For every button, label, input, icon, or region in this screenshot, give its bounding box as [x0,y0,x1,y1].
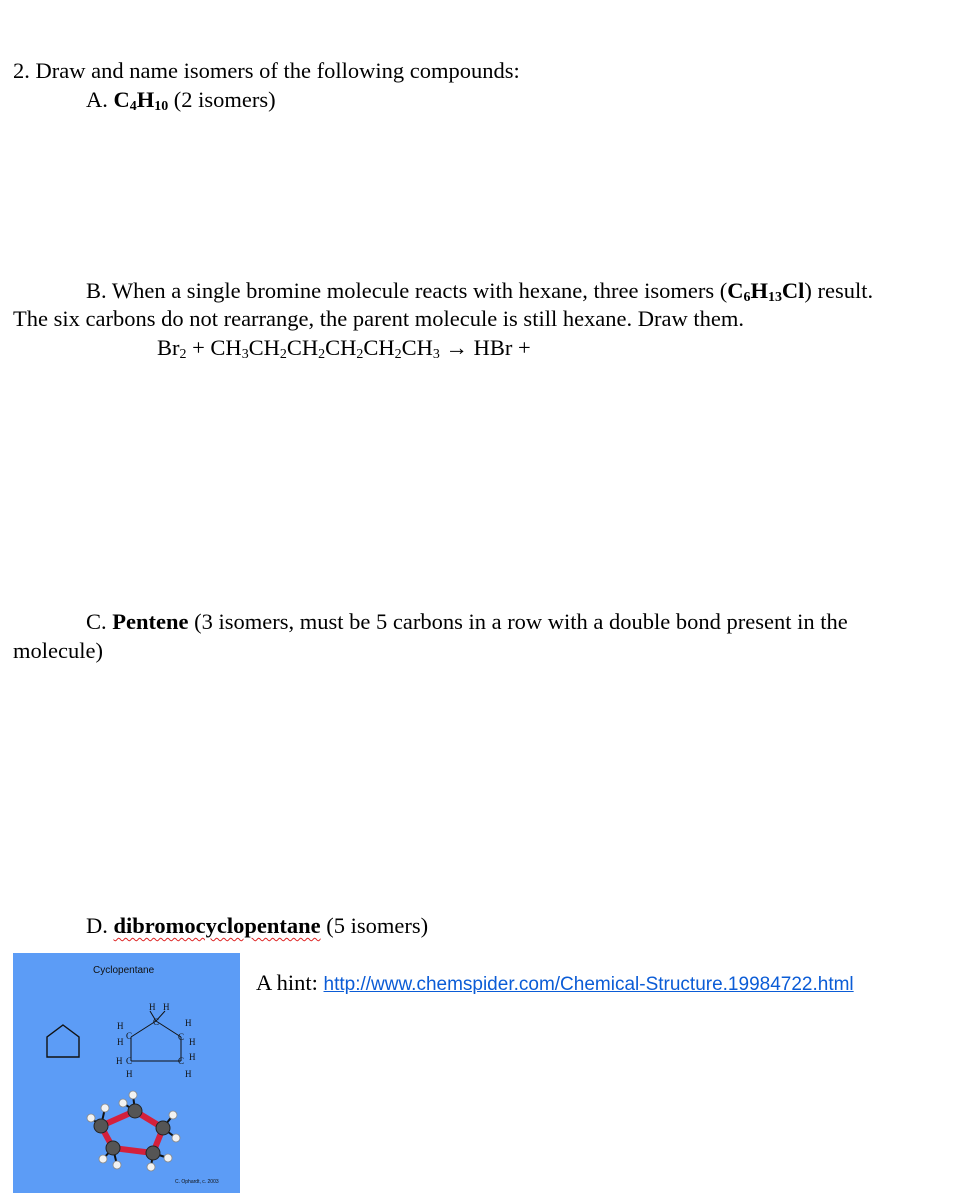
atom-label: C [178,1032,185,1042]
atom-label: H [189,1052,196,1062]
atom-label: C [126,1031,133,1041]
part-a-formula: $C_4H_{10}$ [113,87,169,114]
atom-label: C [153,1017,160,1027]
cyclopentane-structure [13,953,240,1193]
part-b-line-2: The six carbons do not rearrange, the parent molecule is still hexane. Draw them. [13,306,744,331]
part-a [86,89,276,112]
atom-label: H [149,1002,156,1012]
part-c-line-2: molecule) [13,638,103,663]
atom-label: H [116,1056,123,1066]
part-b-equation: $Br_2 + CH_3CH_2CH_2CH_2CH_2CH_3$ → HBr + [157,335,531,362]
part-a-note: (2 isomers) [173,87,276,112]
pentagon-icon [47,1025,79,1057]
atom-label: H [185,1069,192,1079]
part-b-line-1: B. When a single bromine molecule reacts with hexane, three isomers $(C_6H_{13}Cl)$ result. [86,278,874,305]
atom-label: H [185,1018,192,1028]
figure-caption: Cyclopentane [93,965,155,976]
hint-link[interactable]: http://www.chemspider.com/Chemical-Structure.19984722.html [323,974,854,995]
atom-label: H [117,1037,124,1047]
atom-label: H [189,1037,196,1047]
cyclopentane-figure [13,953,240,1193]
figure-credit: C. Ophardt, c. 2003 [175,1179,219,1185]
atom-label: H [117,1021,124,1031]
arrow-icon: → [439,335,474,360]
part-c-line-1: C. Pentene (3 isomers, must be 5 carbons in a row with a double bond present in the [86,609,848,634]
atom-label: H [163,1002,170,1012]
part-d-name: dibromocyclopentane [113,913,321,938]
part-d: D. dibromocyclopentane (5 isomers) [86,913,429,938]
part-a-label: A. [86,87,108,112]
atom-label: H [126,1069,133,1079]
structural-formula-atoms [116,1002,196,1079]
question-2-prompt: 2. Draw and name isomers of the following compounds: [13,58,520,83]
atom-label: C [126,1056,133,1066]
hint-line: A hint: http://www.chemspider.com/Chemical-Structure.19984722.html [256,970,854,995]
atom-label: C [178,1056,185,1066]
part-b-formula: $C_6H_{13}Cl$ [727,278,805,305]
